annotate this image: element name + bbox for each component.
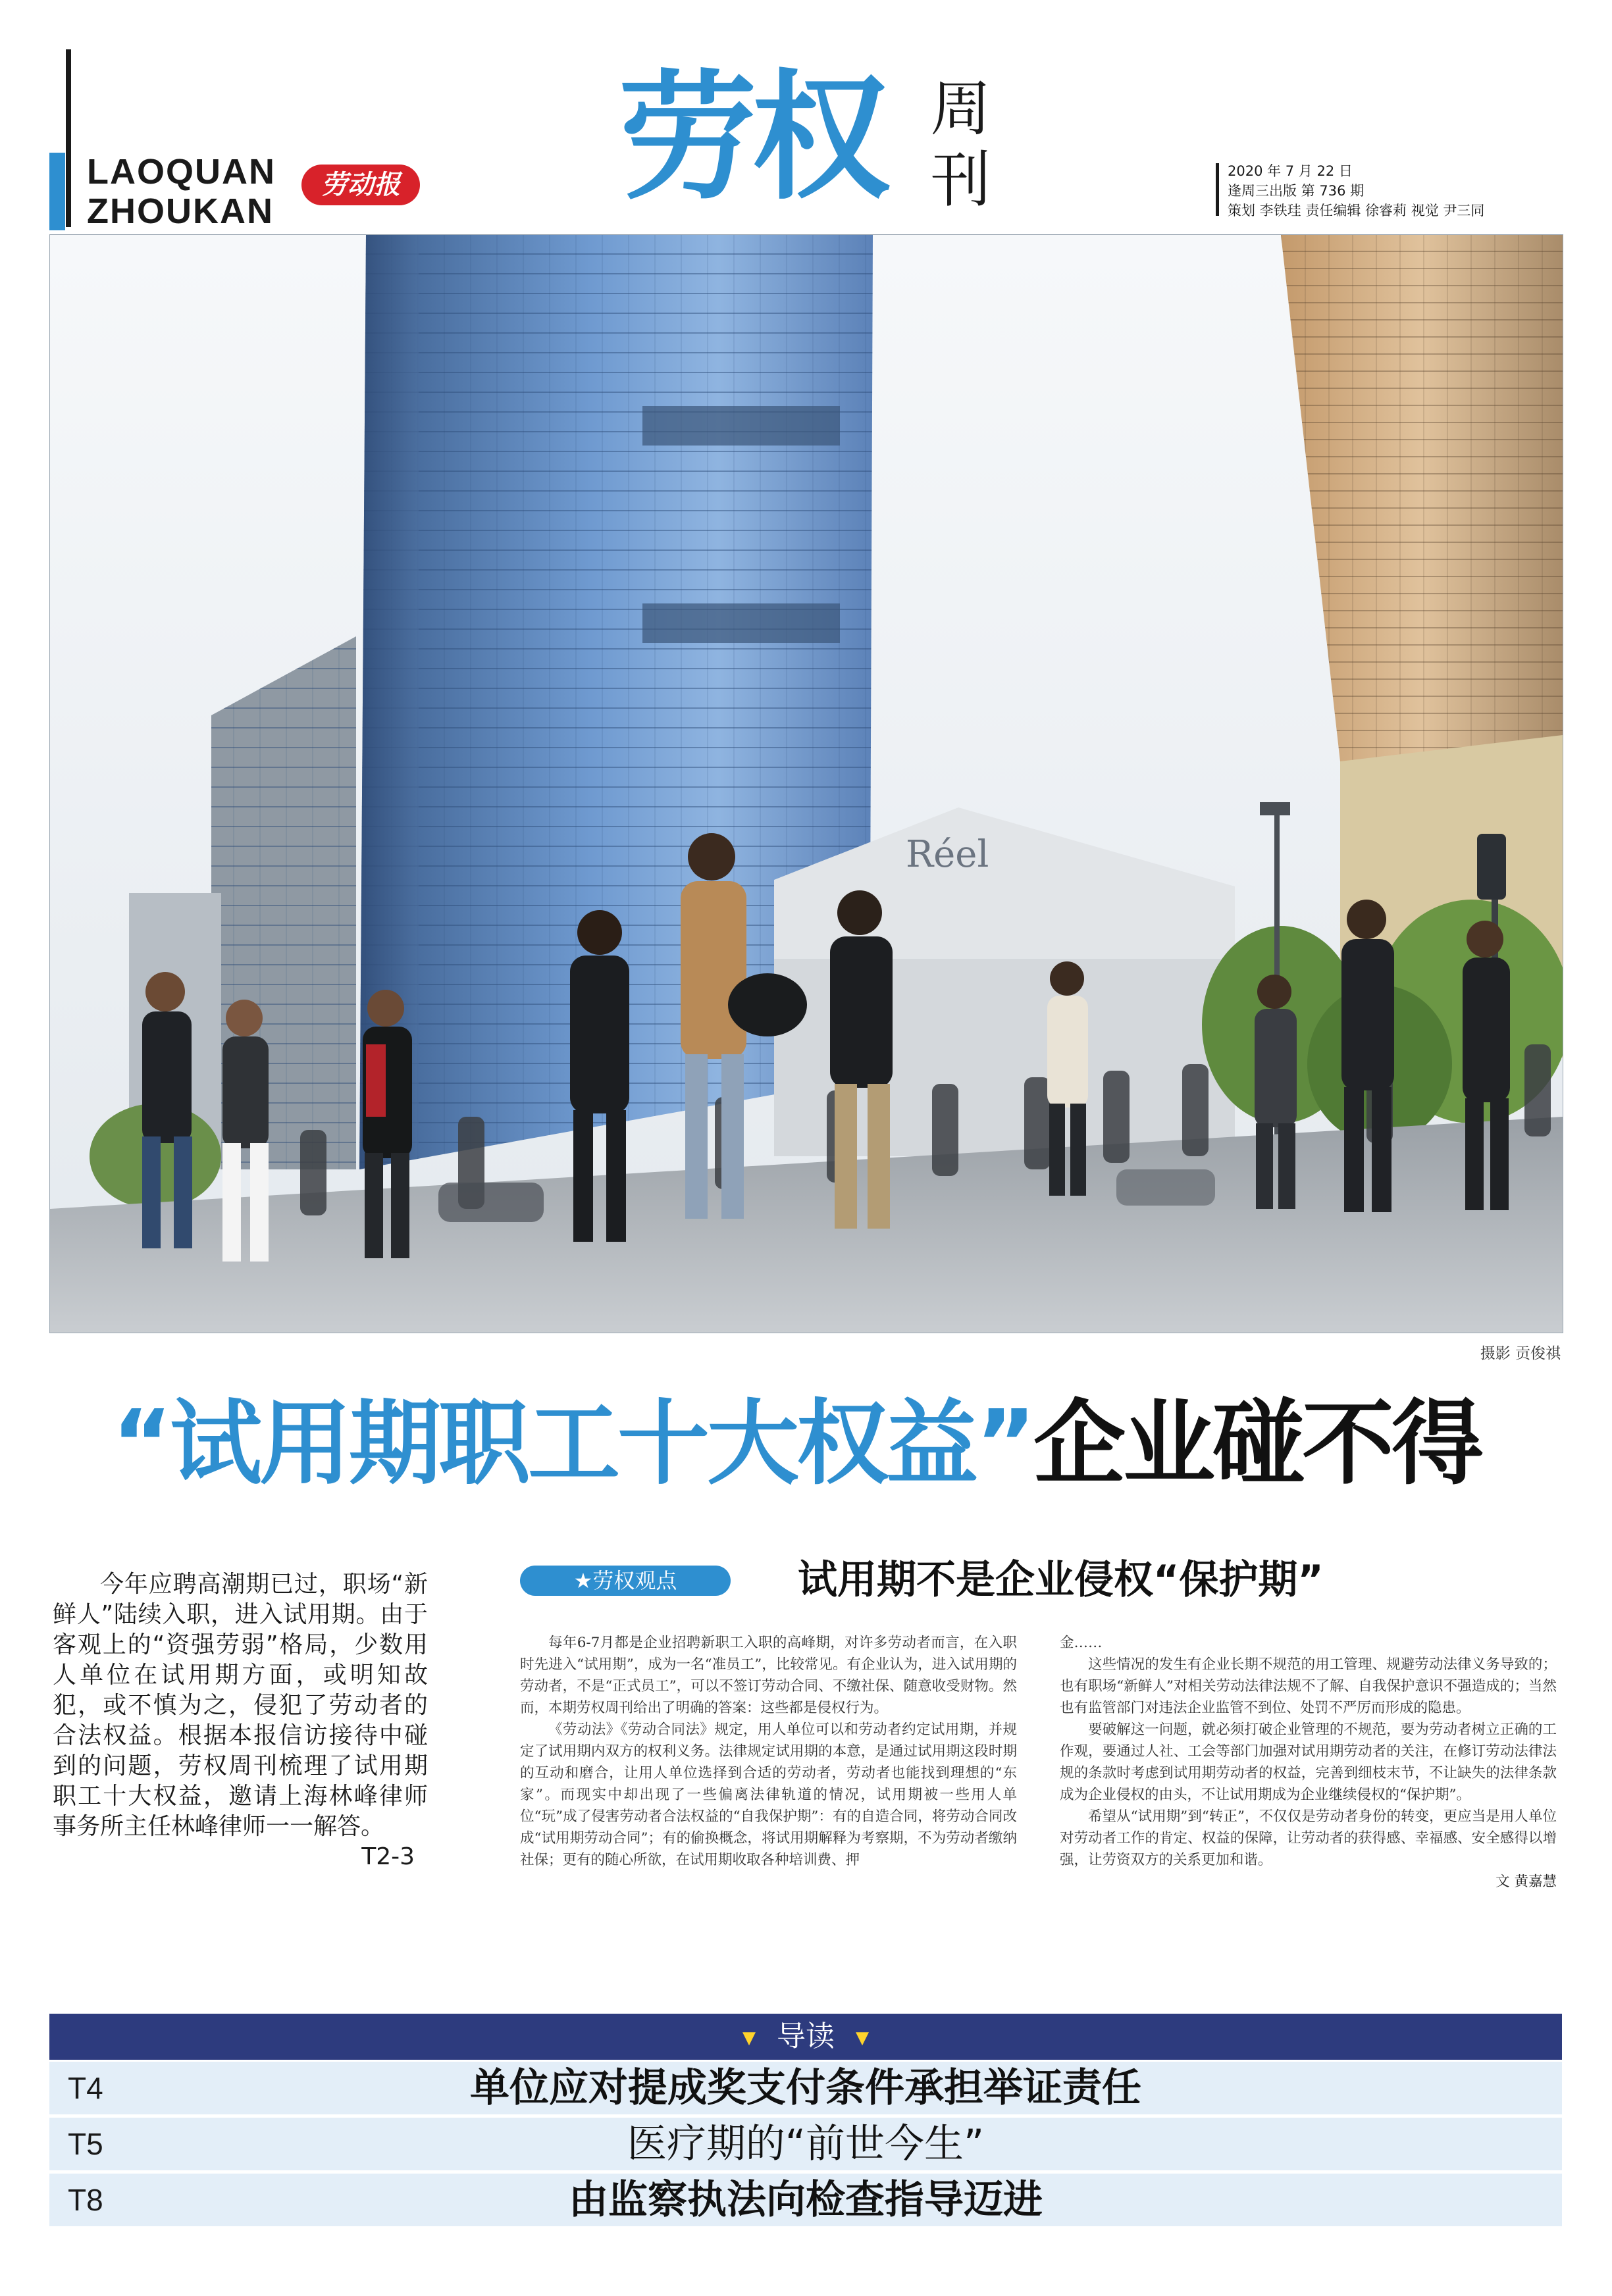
building-sign: Réel [906, 833, 989, 876]
opinion-title: 试用期不是企业侵权“保护期” [798, 1557, 1324, 1603]
newspaper-logo: 劳动报 [301, 165, 420, 205]
main-headline [112, 1392, 1481, 1497]
guide-header [49, 2014, 1562, 2060]
guide-item-page: T5 [68, 2127, 103, 2161]
triangle-down-icon: ▼ [742, 2028, 756, 2048]
opinion-column-right [1060, 1632, 1557, 1893]
opinion-paragraph: 这些情况的发生有企业长期不规范的用工管理、规避劳动法律义务导致的；也有职场“新鲜人”对相关劳动法律法规不了解、自我保护意识不强造成的；当然也有监管部门对违法企业监管不到位、处罚不严厉而形成的隐患。 [1060, 1656, 1557, 1716]
guide-item-page: T8 [68, 2183, 103, 2217]
masthead-subtitle: 周刊 [930, 74, 991, 215]
masthead-title: 劳权 [619, 57, 885, 218]
issue-number: 逢周三出版 第 736 期 [1228, 183, 1365, 199]
opinion-paragraph: 希望从“试用期”到“转正”，不仅仅是劳动者身份的转变，更应当是用人单位对劳动者工作的肯定、权益的保障，让劳动者的获得感、幸福感、安全感得以增强，让劳资双方的关系更加和谐。 [1060, 1808, 1557, 1868]
issue-credits: 策划 李铁珪 责任编辑 徐睿莉 视觉 尹三同 [1228, 203, 1485, 218]
guide-item-title: 医疗期的“前世今生” [627, 2121, 985, 2167]
opinion-column-left [520, 1632, 1017, 1871]
issue-date: 2020 年 7 月 22 日 [1228, 163, 1353, 179]
guide-header-label: 导读 [777, 2020, 835, 2053]
guide-item-title: 单位应对提成奖支付条件承担举证责任 [470, 2065, 1141, 2111]
opinion-paragraph: 每年6-7月都是企业招聘新职工入职的高峰期，对许多劳动者而言，在入职时先进入“试用期”，成为一名“准员工”，比较常见。有企业认为，进入试用期的劳动者，不是“正式员工”，可以不签订劳动合同、不缴社保、随意收受财物。然而，本期劳权周刊给出了明确的答案：这些都是侵权行为。 [520, 1635, 1017, 1716]
issue-info-rule [1216, 163, 1219, 216]
opinion-paragraph: 金…… [1060, 1635, 1103, 1651]
guide-item[interactable] [49, 2118, 1562, 2170]
intro-summary [53, 1569, 428, 1872]
opinion-section-badge: ★劳权观点 [520, 1566, 731, 1596]
brand-latin-line-1: LAOQUAN [87, 152, 276, 191]
triangle-down-icon: ▼ [856, 2028, 869, 2048]
guide-item-page: T4 [68, 2071, 103, 2105]
hero-photo [49, 234, 1563, 1333]
headline-rest: 企业碰不得 [1033, 1390, 1482, 1498]
guide-item[interactable] [49, 2062, 1562, 2114]
headline-quoted-part: “试用期职工十大权益” [112, 1390, 1034, 1498]
opinion-byline: 文 黄嘉慧 [1495, 1874, 1557, 1890]
opinion-paragraph: 要破解这一问题，就必须打破企业管理的不规范，要为劳动者树立正确的工作观，要通过人社、工会等部门加强对试用期劳动者的关注，在修订劳动法律法规的条款时考虑到试用期劳动者的权益，完善到细枝末节，不让缺失的法律条款成为企业侵权的由头，不让试用期成为企业继续侵权的“保护期”。 [1060, 1722, 1557, 1803]
opinion-paragraph: 《劳动法》《劳动合同法》规定，用人单位可以和劳动者约定试用期，并规定了试用期内双方的权利义务。法律规定试用期的本意，是通过试用期这段时期的互动和磨合，让用人单位选择到合适的劳动者，劳动者也能找到理想的“东家”。而现实中却出现了一些偏离法律轨道的情况，试用期被一些用人单位“玩”成了侵害劳动者合法权益的“自我保护期”：有的自造合同，将劳动合同改成“试用期劳动合同”；有的偷换概念，将试用期解释为考察期，不为劳动者缴纳社保；更有的随心所欲，在试用期收取各种培训费、押 [520, 1722, 1017, 1868]
masthead-corner-rule [66, 49, 71, 227]
guide-item-title: 由监察执法向检查指导迈进 [569, 2177, 1043, 2223]
photo-credit: 摄影 贡俊祺 [1480, 1345, 1561, 1362]
street-crowd-illustration [50, 235, 1563, 1333]
intro-text: 今年应聘高潮期已过，职场“新鲜人”陆续入职，进入试用期。由于客观上的“资强劳弱”格局，少数用人单位在试用期方面，或明知故犯，或不慎为之，侵犯了劳动者的合法权益。根据本报信访接待中碰到的问题，劳权周刊梳理了试用期职工十大权益，邀请上海林峰律师事务所主任林峰律师一一解答。 [53, 1571, 428, 1840]
brand-accent-bar [49, 153, 65, 230]
intro-page-ref: T2-3 [361, 1843, 415, 1870]
guide-item[interactable] [49, 2174, 1562, 2226]
brand-latin-line-2: ZHOUKAN [87, 191, 274, 231]
